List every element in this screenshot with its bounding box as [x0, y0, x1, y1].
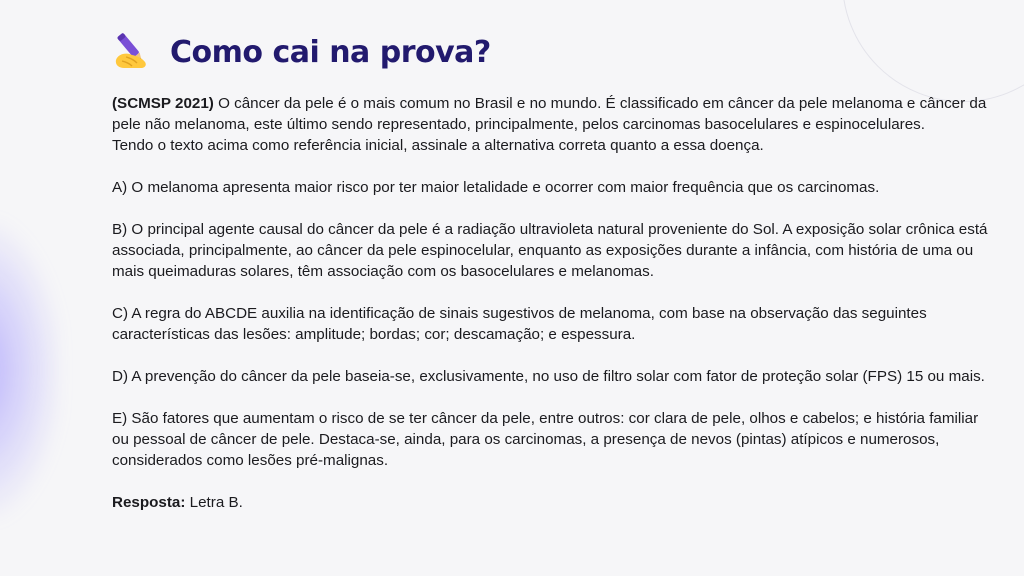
question-content — [112, 93, 992, 513]
header — [112, 30, 491, 74]
alternative-d: D) A prevenção do câncer da pele baseia-se, exclusivamente, no uso de filtro solar com fator de proteção solar (FPS) 15 ou mais. — [112, 368, 985, 385]
question-statement — [112, 93, 992, 135]
alternative-e: E) São fatores que aumentam o risco de se ter câncer da pele, entre outros: cor clara de pele, olhos e cabelos; e história familiar ou pessoal de câncer de pele. Destaca-se, ainda, para os carcinomas, a presença de nevos (pintas) atípicos e numerosos, considerados como lesões pré-malignas. — [112, 410, 979, 469]
decorative-arc — [842, 0, 1024, 102]
answer-label: Resposta: — [112, 494, 186, 511]
decorative-blob — [0, 220, 60, 520]
page-title: Como cai na prova? — [170, 34, 491, 70]
question-text: O câncer da pele é o mais comum no Brasil e no mundo. É classificado em câncer da pele melanoma e câncer da pele não melanoma, este último sendo representado, principalmente, pelos carcinomas basocelulares e espinocelulares. — [112, 95, 987, 133]
question-instruction: Tendo o texto acima como referência inicial, assinale a alternativa correta quanto a essa doença. — [112, 137, 764, 154]
answer-value: Letra B. — [185, 494, 243, 511]
alternative-a: A) O melanoma apresenta maior risco por ter maior letalidade e ocorrer com maior frequência que os carcinomas. — [112, 179, 880, 196]
question-source: (SCMSP 2021) — [112, 95, 214, 112]
alternative-b: B) O principal agente causal do câncer da pele é a radiação ultravioleta natural proveniente do Sol. A exposição solar crônica está associada, principalmente, ao câncer da pele espinocelular, enquanto as exposições durante a infância, com história de uma ou mais queimaduras solares, têm associação com os basocelulares e melanomas. — [112, 221, 988, 280]
alternative-c: C) A regra do ABCDE auxilia na identificação de sinais sugestivos de melanoma, com base na observação das seguintes características das lesões: amplitude; bordas; cor; descamação; e espessura. — [112, 305, 927, 343]
writing-hand-icon — [112, 30, 156, 74]
answer — [112, 492, 992, 513]
